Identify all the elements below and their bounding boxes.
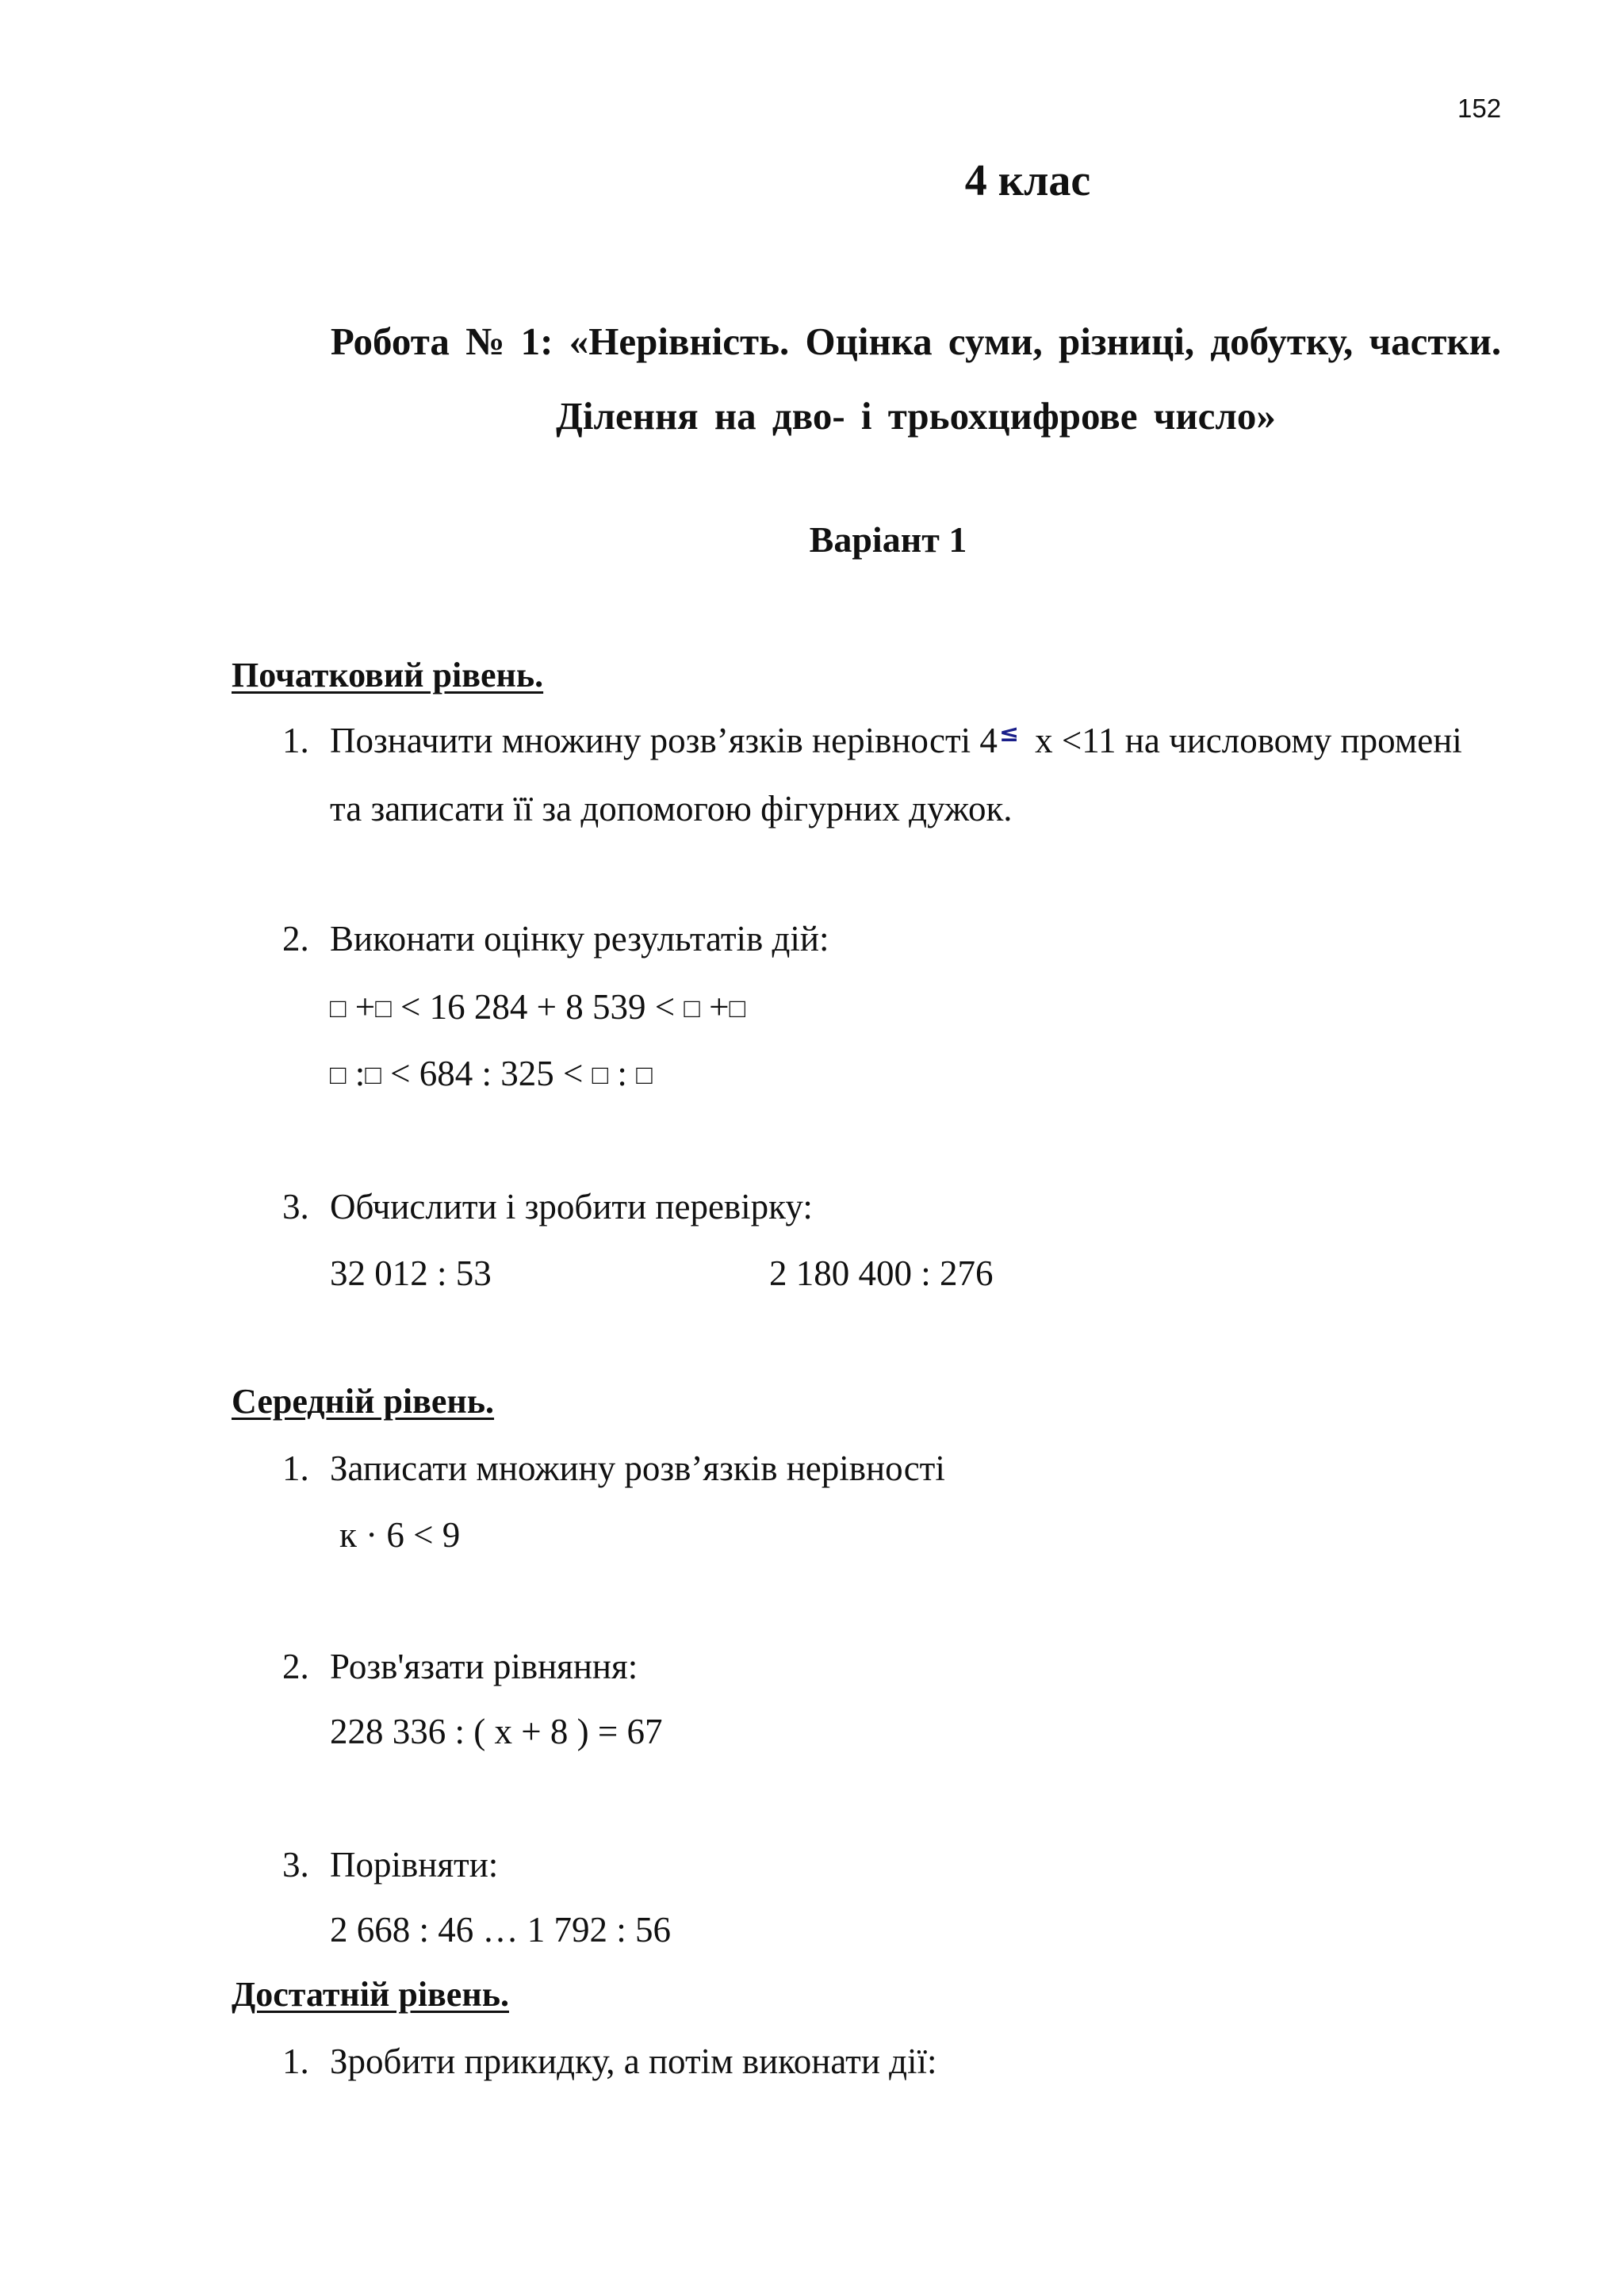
sufficient-task-1 [282, 2041, 937, 2082]
initial-task-1-line-2: та записати її за допомогою фігурних дужок. [330, 789, 1013, 828]
task-number: 1. [282, 2042, 309, 2081]
initial-task-3 [282, 1186, 813, 1227]
division-expression-1: 32 012 : 53 [330, 1253, 492, 1293]
medium-task-2 [282, 1646, 638, 1687]
work-title-line-2: Ділення на дво- і трьохцифрове число» [556, 394, 1276, 438]
blank-box: □ [330, 994, 347, 1024]
task-text: Порівняти: [330, 1845, 499, 1885]
task-text: Зробити прикидку, а потім виконати дії: [330, 2042, 937, 2081]
task-text-continued: x <11 на числовому промені [1035, 721, 1462, 760]
task-text: Виконати оцінку результатів дій: [330, 919, 829, 959]
equation-expression: 228 336 : ( х + 8 ) = 67 [330, 1712, 663, 1751]
work-title-line-1: Робота № 1: «Нерівність. Оцінка суми, різниці, добутку, частки. [330, 320, 1502, 363]
less-equal-sign: ≤ [998, 720, 1020, 748]
blank-box: □ [330, 1061, 347, 1090]
comparison-expression: 2 668 : 46 … 1 792 : 56 [330, 1910, 672, 1950]
division-expression-2: 2 180 400 : 276 [769, 1253, 994, 1293]
task-text: Записати множину розв’язків нерівності [330, 1448, 945, 1488]
expression-text: < 16 284 + 8 539 < [400, 987, 676, 1027]
task-number: 2. [282, 919, 309, 959]
estimate-sum-expression: □ +□ < 16 284 + 8 539 < □ +□ [330, 987, 746, 1027]
task-number: 3. [282, 1845, 309, 1885]
task-number: 1. [282, 1448, 309, 1488]
task-number: 3. [282, 1187, 309, 1226]
initial-task-2 [282, 918, 829, 959]
task-number: 1. [282, 721, 309, 760]
blank-box: □ [684, 994, 700, 1024]
initial-task-1 [282, 720, 1462, 761]
blank-box: □ [729, 994, 746, 1024]
medium-task-3 [282, 1844, 498, 1885]
page-number: 152 [1457, 94, 1502, 123]
medium-task-1 [282, 1448, 945, 1489]
initial-level-heading: Початковий рівень. [232, 656, 544, 695]
sufficient-level-heading: Достатній рівень. [232, 1975, 509, 2014]
blank-box: □ [636, 1061, 653, 1090]
task-text: Позначити множину розв’язків нерівності 4 [330, 721, 998, 760]
work-title [206, 304, 1624, 453]
task-text: Обчислити і зробити перевірку: [330, 1187, 813, 1226]
blank-box: □ [365, 1061, 381, 1090]
expression-text: < 684 : 325 < [390, 1054, 584, 1093]
variant-title: Варіант 1 [809, 519, 967, 560]
grade-title: 4 клас [964, 156, 1091, 205]
blank-box: □ [375, 994, 392, 1024]
medium-level-heading: Середній рівень. [232, 1382, 495, 1421]
task-number: 2. [282, 1647, 309, 1686]
task-text: Розв'язати рівняння: [330, 1647, 638, 1686]
inequality-expression: к · 6 < 9 [339, 1515, 461, 1555]
blank-box: □ [592, 1061, 609, 1090]
estimate-quotient-expression: □ :□ < 684 : 325 < □ : □ [330, 1054, 653, 1093]
